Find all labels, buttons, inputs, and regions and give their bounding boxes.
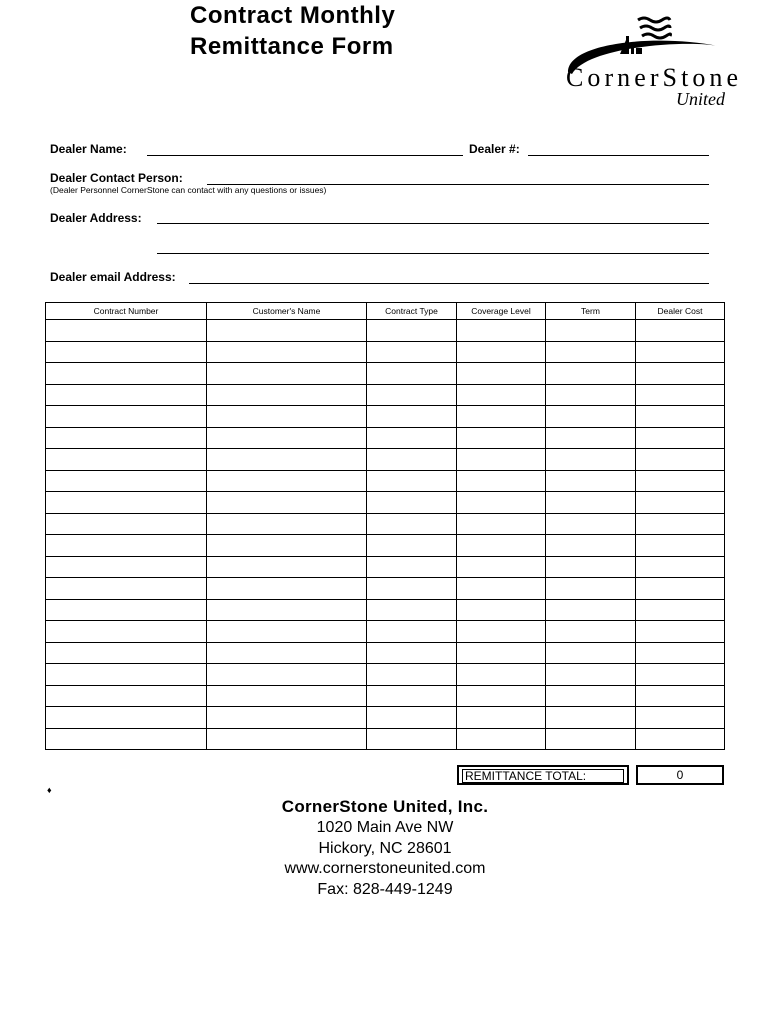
- table-cell[interactable]: [457, 470, 546, 492]
- table-cell[interactable]: [367, 642, 457, 664]
- table-cell[interactable]: [207, 384, 367, 406]
- table-cell[interactable]: [367, 406, 457, 428]
- table-cell[interactable]: [207, 578, 367, 600]
- table-cell[interactable]: [46, 685, 207, 707]
- dealer-email-label: Dealer email Address:: [50, 270, 176, 284]
- table-cell[interactable]: [367, 728, 457, 750]
- flag-icon: [638, 18, 671, 38]
- table-cell[interactable]: [207, 341, 367, 363]
- table-cell[interactable]: [367, 664, 457, 686]
- table-cell[interactable]: [546, 685, 636, 707]
- col-term: Term: [546, 303, 636, 320]
- table-row: [46, 363, 725, 385]
- table-cell[interactable]: [367, 363, 457, 385]
- table-cell[interactable]: [367, 578, 457, 600]
- dealer-number-line[interactable]: [528, 155, 709, 156]
- table-cell[interactable]: [457, 664, 546, 686]
- table-cell[interactable]: [46, 599, 207, 621]
- table-cell[interactable]: [46, 707, 207, 729]
- table-cell[interactable]: [367, 449, 457, 471]
- table-cell[interactable]: [457, 492, 546, 514]
- table-row: [46, 341, 725, 363]
- table-cell[interactable]: [207, 707, 367, 729]
- table-cell[interactable]: [367, 492, 457, 514]
- table-cell[interactable]: [636, 621, 725, 643]
- table-cell[interactable]: [207, 728, 367, 750]
- table-cell[interactable]: [636, 599, 725, 621]
- table-cell[interactable]: [46, 621, 207, 643]
- table-cell[interactable]: [546, 578, 636, 600]
- table-cell[interactable]: [46, 341, 207, 363]
- table-cell[interactable]: [367, 341, 457, 363]
- table-cell[interactable]: [207, 599, 367, 621]
- table-cell[interactable]: [207, 470, 367, 492]
- dealer-number-label: Dealer #:: [469, 142, 520, 156]
- form-title-line2: Remittance Form: [190, 33, 394, 60]
- table-cell[interactable]: [546, 599, 636, 621]
- table-cell[interactable]: [367, 556, 457, 578]
- remittance-total-label: REMITTANCE TOTAL:: [462, 769, 624, 783]
- table-cell[interactable]: [636, 513, 725, 535]
- table-cell[interactable]: [546, 427, 636, 449]
- table-row: [46, 621, 725, 643]
- table-cell[interactable]: [46, 642, 207, 664]
- table-cell[interactable]: [636, 707, 725, 729]
- table-row: [46, 707, 725, 729]
- table-cell[interactable]: [457, 384, 546, 406]
- dealer-name-label: Dealer Name:: [50, 142, 127, 156]
- table-row: [46, 470, 725, 492]
- table-cell[interactable]: [636, 384, 725, 406]
- table-cell[interactable]: [546, 384, 636, 406]
- table-cell[interactable]: [546, 642, 636, 664]
- col-dealer-cost: Dealer Cost: [636, 303, 725, 320]
- table-cell[interactable]: [46, 427, 207, 449]
- footer-fax: Fax: 828-449-1249: [317, 880, 453, 898]
- table-cell[interactable]: [546, 470, 636, 492]
- table-cell[interactable]: [457, 406, 546, 428]
- table-cell[interactable]: [46, 320, 207, 342]
- dealer-address-label: Dealer Address:: [50, 211, 142, 225]
- table-cell[interactable]: [636, 449, 725, 471]
- table-row: [46, 535, 725, 557]
- table-cell[interactable]: [46, 492, 207, 514]
- table-cell[interactable]: [46, 664, 207, 686]
- table-cell[interactable]: [636, 406, 725, 428]
- table-cell[interactable]: [546, 492, 636, 514]
- col-contract-number: Contract Number: [46, 303, 207, 320]
- table-cell[interactable]: [207, 449, 367, 471]
- footer-address1: 1020 Main Ave NW: [316, 819, 454, 836]
- table-row: [46, 427, 725, 449]
- table-cell[interactable]: [546, 556, 636, 578]
- dealer-contact-note: (Dealer Personnel CornerStone can contact with any questions or issues): [50, 185, 327, 195]
- table-cell[interactable]: [367, 599, 457, 621]
- table-cell[interactable]: [457, 578, 546, 600]
- table-cell[interactable]: [207, 513, 367, 535]
- table-cell[interactable]: [207, 621, 367, 643]
- table-cell[interactable]: [636, 728, 725, 750]
- footer-address2: Hickory, NC 28601: [318, 839, 452, 857]
- table-cell[interactable]: [457, 449, 546, 471]
- table-cell[interactable]: [636, 664, 725, 686]
- table-cell[interactable]: [636, 535, 725, 557]
- table-cell[interactable]: [207, 363, 367, 385]
- table-cell[interactable]: [457, 685, 546, 707]
- table-cell[interactable]: [636, 320, 725, 342]
- table-row: [46, 384, 725, 406]
- table-cell[interactable]: [457, 728, 546, 750]
- table-cell[interactable]: [367, 427, 457, 449]
- table-cell[interactable]: [546, 728, 636, 750]
- table-cell[interactable]: [457, 642, 546, 664]
- table-cell[interactable]: [207, 664, 367, 686]
- table-cell[interactable]: [636, 470, 725, 492]
- col-customer-name: Customer's Name: [207, 303, 367, 320]
- table-cell[interactable]: [46, 406, 207, 428]
- table-cell[interactable]: [457, 363, 546, 385]
- bullet-diamond: ♦: [47, 785, 52, 795]
- table-row: [46, 642, 725, 664]
- table-cell[interactable]: [367, 470, 457, 492]
- col-contract-type: Contract Type: [367, 303, 457, 320]
- table-row: [46, 406, 725, 428]
- table-cell[interactable]: [46, 384, 207, 406]
- table-cell[interactable]: [46, 449, 207, 471]
- table-cell[interactable]: [636, 363, 725, 385]
- table-cell[interactable]: [207, 406, 367, 428]
- table-cell[interactable]: [457, 427, 546, 449]
- remittance-total-value[interactable]: 0: [636, 765, 724, 785]
- table-cell[interactable]: [546, 707, 636, 729]
- table-cell[interactable]: [636, 492, 725, 514]
- table-cell[interactable]: [457, 535, 546, 557]
- table-cell[interactable]: [457, 621, 546, 643]
- dealer-name-line[interactable]: [147, 155, 463, 156]
- table-cell[interactable]: [367, 384, 457, 406]
- table-cell[interactable]: [367, 320, 457, 342]
- remittance-total-label-box: [457, 765, 629, 785]
- table-cell[interactable]: [367, 685, 457, 707]
- table-cell[interactable]: [207, 427, 367, 449]
- table-cell[interactable]: [207, 685, 367, 707]
- dealer-contact-label: Dealer Contact Person:: [50, 171, 183, 185]
- table-cell[interactable]: [457, 320, 546, 342]
- table-row: [46, 728, 725, 750]
- table-cell[interactable]: [546, 320, 636, 342]
- table-cell[interactable]: [636, 642, 725, 664]
- table-cell[interactable]: [457, 599, 546, 621]
- logo-wordmark: CornerStone: [566, 63, 738, 92]
- table-cell[interactable]: [457, 556, 546, 578]
- cornerstone-logo: [558, 14, 748, 110]
- table-cell[interactable]: [457, 707, 546, 729]
- table-cell[interactable]: [367, 707, 457, 729]
- table-cell[interactable]: [546, 449, 636, 471]
- logo-subtitle: United: [676, 89, 725, 109]
- col-coverage-level: Coverage Level: [457, 303, 546, 320]
- form-title: [190, 0, 395, 62]
- footer-website[interactable]: www.cornerstoneunited.com: [284, 860, 486, 877]
- table-cell[interactable]: [636, 685, 725, 707]
- table-cell[interactable]: [46, 513, 207, 535]
- table-cell[interactable]: [46, 535, 207, 557]
- table-cell[interactable]: [546, 664, 636, 686]
- dealer-address-line2[interactable]: [157, 253, 709, 254]
- dealer-address-line1[interactable]: [157, 223, 709, 224]
- table-row: [46, 685, 725, 707]
- table-cell[interactable]: [207, 642, 367, 664]
- table-cell[interactable]: [46, 470, 207, 492]
- footer-address-block: [0, 796, 770, 900]
- table-cell[interactable]: [367, 621, 457, 643]
- table-row: [46, 492, 725, 514]
- table-cell[interactable]: [207, 556, 367, 578]
- table-cell[interactable]: [457, 341, 546, 363]
- table-row: [46, 320, 725, 342]
- dealer-email-line[interactable]: [189, 283, 709, 284]
- table-row: [46, 664, 725, 686]
- table-cell[interactable]: [207, 320, 367, 342]
- table-row: [46, 449, 725, 471]
- table-cell[interactable]: [546, 363, 636, 385]
- table-cell[interactable]: [46, 728, 207, 750]
- table-cell[interactable]: [546, 341, 636, 363]
- footer-company: CornerStone United, Inc.: [281, 797, 489, 816]
- table-row: [46, 513, 725, 535]
- form-title-line1: Contract Monthly: [190, 2, 396, 29]
- table-row: [46, 556, 725, 578]
- contract-table: [45, 302, 725, 750]
- table-cell[interactable]: [207, 535, 367, 557]
- table-cell[interactable]: [367, 535, 457, 557]
- table-cell[interactable]: [46, 578, 207, 600]
- table-cell[interactable]: [546, 513, 636, 535]
- table-cell[interactable]: [546, 621, 636, 643]
- table-cell[interactable]: [367, 513, 457, 535]
- table-cell[interactable]: [46, 363, 207, 385]
- table-cell[interactable]: [46, 556, 207, 578]
- table-body: [46, 320, 725, 750]
- table-row: [46, 578, 725, 600]
- table-header-row: [46, 303, 725, 320]
- table-cell[interactable]: [636, 427, 725, 449]
- table-cell[interactable]: [207, 492, 367, 514]
- table-cell[interactable]: [546, 535, 636, 557]
- table-cell[interactable]: [636, 578, 725, 600]
- table-cell[interactable]: [457, 513, 546, 535]
- table-cell[interactable]: [546, 406, 636, 428]
- table-cell[interactable]: [636, 341, 725, 363]
- table-cell[interactable]: [636, 556, 725, 578]
- table-row: [46, 599, 725, 621]
